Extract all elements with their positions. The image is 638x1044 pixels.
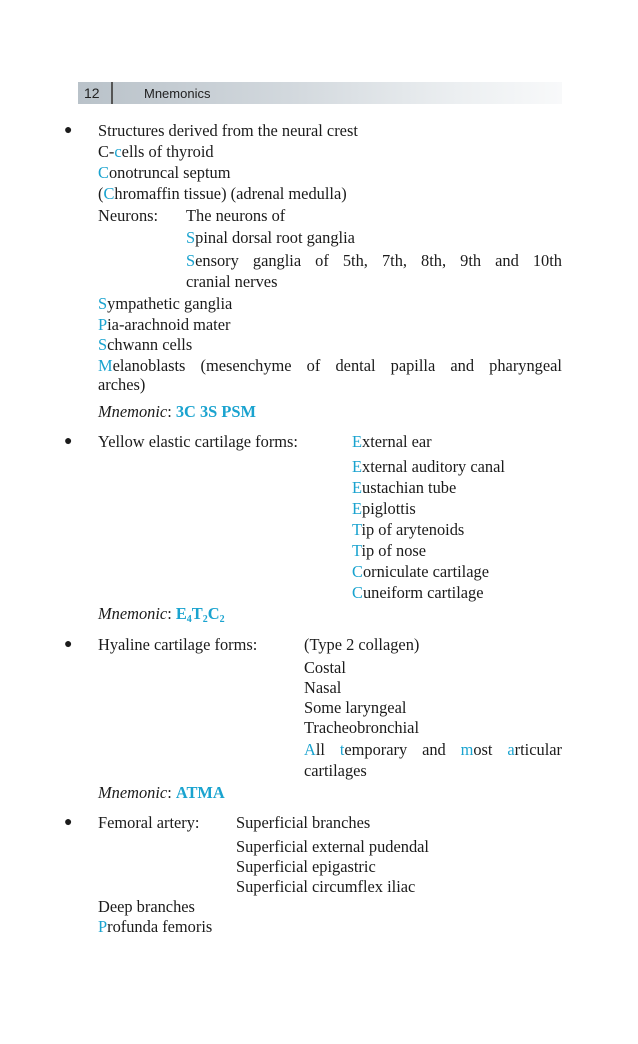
section-heading-neural-crest: Structures derived from the neural crest xyxy=(98,121,358,140)
list-item: Costal xyxy=(304,658,346,677)
list-item: Some laryngeal xyxy=(304,698,407,717)
page-number: 12 xyxy=(84,85,100,101)
list-item: Superficial external pudendal xyxy=(236,837,429,856)
list-item: Profunda femoris xyxy=(98,917,213,936)
list-item: Tracheobronchial xyxy=(304,718,420,737)
list-item: Superficial branches xyxy=(236,813,371,832)
list-item: External auditory canal xyxy=(352,457,505,476)
list-item: External ear xyxy=(352,432,432,451)
bullet: ● xyxy=(64,815,73,830)
mnemonic-line: Mnemonic: 3C 3S PSM xyxy=(98,402,256,421)
list-item: Tip of arytenoids xyxy=(352,520,465,539)
mnemonic-line: Mnemonic: ATMA xyxy=(98,783,225,802)
list-item: Epiglottis xyxy=(352,499,416,518)
list-item: Melanoblasts (mesenchyme of dental papilla and pharyngeal xyxy=(98,356,562,375)
list-item: Superficial circumflex iliac xyxy=(236,877,416,896)
section-heading-hyaline-cartilage: Hyaline cartilage forms: xyxy=(98,635,258,654)
list-item: Superficial epigastric xyxy=(236,857,376,876)
list-item: Sensory ganglia of 5th, 7th, 8th, 9th and 10th xyxy=(186,251,562,270)
running-header xyxy=(78,82,562,104)
list-item-continuation: cranial nerves xyxy=(186,272,278,291)
list-item: Nasal xyxy=(304,678,342,697)
mnemonic-line: Mnemonic: $E_4T_2C_2$ xyxy=(98,604,225,625)
section-heading-elastic-cartilage: Yellow elastic cartilage forms: xyxy=(98,432,298,451)
list-item: Spinal dorsal root ganglia xyxy=(186,228,355,247)
collagen-type-note: (Type 2 collagen) xyxy=(304,635,420,654)
bullet: ● xyxy=(64,434,73,449)
list-item: Schwann cells xyxy=(98,335,193,354)
list-item: Cuneiform cartilage xyxy=(352,583,484,602)
list-item: Deep branches xyxy=(98,897,195,916)
header-divider xyxy=(111,82,113,104)
list-item: Corniculate cartilage xyxy=(352,562,489,581)
list-item: All temporary and most articular xyxy=(304,740,562,759)
list-item: (Chromaffin tissue) (adrenal medulla) xyxy=(98,184,347,203)
list-item: Eustachian tube xyxy=(352,478,457,497)
list-item: C-cells of thyroid xyxy=(98,142,214,161)
list-item: Sympathetic ganglia xyxy=(98,294,233,313)
list-item-continuation: cartilages xyxy=(304,761,367,780)
list-item: Pia-arachnoid mater xyxy=(98,315,231,334)
header-title: Mnemonics xyxy=(144,86,211,101)
list-item: Tip of nose xyxy=(352,541,427,560)
bullet: ● xyxy=(64,637,73,652)
section-heading-femoral-artery: Femoral artery: xyxy=(98,813,200,832)
list-item-continuation: arches) xyxy=(98,375,146,394)
list-item: Conotruncal septum xyxy=(98,163,231,182)
neurons-label: Neurons: xyxy=(98,206,159,225)
bullet: ● xyxy=(64,123,73,138)
neurons-text: The neurons of xyxy=(186,206,286,225)
